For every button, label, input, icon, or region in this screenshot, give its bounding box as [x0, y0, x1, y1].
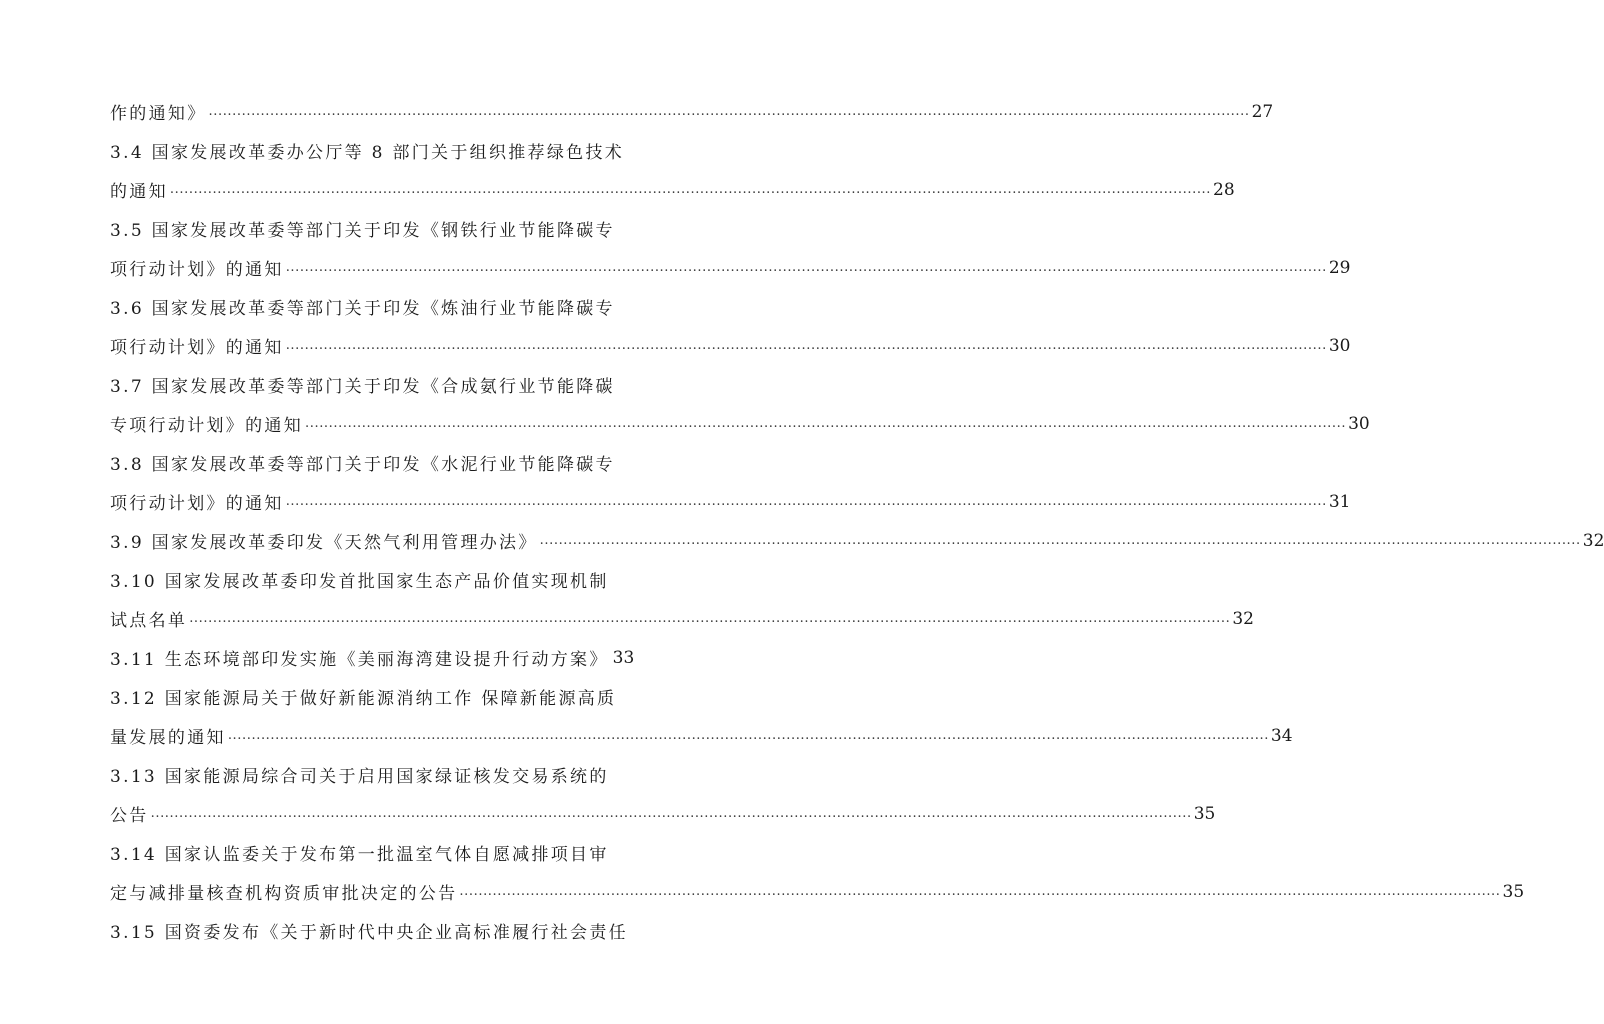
- toc-entry-title: 3.14 国家认监委关于发布第一批温室气体自愿减排项目审: [110, 845, 609, 865]
- toc-page-number: 35: [1502, 881, 1525, 902]
- toc-entry-title: 3.8 国家发展改革委等部门关于印发《水泥行业节能降碳专: [110, 455, 615, 475]
- toc-entry-line[interactable]: [110, 911, 628, 950]
- toc-page-number: 28: [1213, 179, 1235, 200]
- toc-entry-line[interactable]: [110, 794, 1216, 833]
- toc-entry-line[interactable]: [110, 365, 616, 404]
- dot-leader: ............................................................................................................................................................................................................................: [539, 533, 1581, 548]
- toc-entry-title: 作的通知》: [110, 104, 207, 124]
- toc-entry-title: 3.10 国家发展改革委印发首批国家生态产品价值实现机制: [110, 572, 609, 592]
- dot-leader: ............................................................................................................................................................................................................................: [208, 104, 1250, 119]
- toc-entry-title: 项行动计划》的通知: [110, 260, 284, 280]
- toc-entry-title: 3.15 国资委发布《关于新时代中央企业高标准履行社会责任: [110, 923, 628, 943]
- toc-entry-line[interactable]: [110, 833, 616, 872]
- toc-page-number: 29: [1328, 257, 1351, 278]
- toc-page-number: 35: [1193, 803, 1216, 824]
- toc-entry-line[interactable]: [110, 248, 1351, 287]
- table-of-contents: [110, 92, 1604, 950]
- toc-entry-title: 3.13 国家能源局综合司关于启用国家绿证核发交易系统的: [110, 767, 609, 787]
- toc-page-number: 30: [1328, 335, 1351, 356]
- toc-entry-title: 专项行动计划》的通知: [110, 416, 303, 436]
- toc-page-number: 32: [1582, 530, 1604, 551]
- toc-entry-title: 3.11 生态环境部印发实施《美丽海湾建设提升行动方案》: [110, 650, 609, 670]
- dot-leader: ............................................................................................................................................................................................................................: [169, 182, 1212, 197]
- toc-page-number: 33: [612, 647, 635, 668]
- toc-entry-line[interactable]: [110, 92, 1274, 131]
- toc-entry-title: 3.7 国家发展改革委等部门关于印发《合成氨行业节能降碳: [110, 377, 615, 397]
- toc-entry-title: 3.4 国家发展改革委办公厅等 8 部门关于组织推荐绿色技术: [110, 143, 625, 163]
- dot-leader: ............................................................................................................................................................................................................................: [305, 416, 1347, 431]
- dot-leader: ............................................................................................................................................................................................................................: [227, 728, 1269, 743]
- toc-entry-line[interactable]: [110, 443, 616, 482]
- toc-entry-title: 3.9 国家发展改革委印发《天然气利用管理办法》: [110, 533, 538, 553]
- toc-entry-line[interactable]: [110, 521, 1604, 560]
- toc-page-number: 27: [1251, 101, 1274, 122]
- toc-entry-line[interactable]: [110, 326, 1351, 365]
- toc-entry-line[interactable]: [110, 755, 616, 794]
- dot-leader: ............................................................................................................................................................................................................................: [285, 260, 1327, 275]
- toc-entry-line[interactable]: [110, 638, 635, 677]
- toc-entry-title: 3.6 国家发展改革委等部门关于印发《炼油行业节能降碳专: [110, 299, 615, 319]
- toc-entry-title: 试点名单: [110, 611, 188, 631]
- toc-entry-line[interactable]: [110, 599, 1254, 638]
- toc-entry-line[interactable]: [110, 209, 616, 248]
- toc-page-number: 31: [1328, 491, 1351, 512]
- toc-entry-title: 公告: [110, 806, 149, 826]
- toc-entry-line[interactable]: [110, 872, 1525, 911]
- toc-page-number: 32: [1232, 608, 1254, 629]
- toc-entry-line[interactable]: [110, 404, 1370, 443]
- dot-leader: ............................................................................................................................................................................................................................: [189, 611, 1231, 626]
- toc-entry-title: 3.12 国家能源局关于做好新能源消纳工作 保障新能源高质: [110, 689, 617, 709]
- toc-entry-title: 的通知: [110, 182, 168, 202]
- toc-entry-title: 项行动计划》的通知: [110, 338, 284, 358]
- dot-leader: ............................................................................................................................................................................................................................: [150, 806, 1192, 821]
- toc-entry-line[interactable]: [110, 170, 1235, 209]
- toc-page-number: 30: [1348, 413, 1370, 434]
- toc-entry-title: 定与减排量核查机构资质审批决定的公告: [110, 884, 458, 904]
- toc-entry-line[interactable]: [110, 716, 1293, 755]
- toc-page-number: 34: [1270, 725, 1293, 746]
- dot-leader: ............................................................................................................................................................................................................................: [285, 494, 1327, 509]
- toc-entry-title: 项行动计划》的通知: [110, 494, 284, 514]
- dot-leader: ............................................................................................................................................................................................................................: [459, 884, 1501, 899]
- toc-entry-title: 量发展的通知: [110, 728, 226, 748]
- toc-entry-line[interactable]: [110, 131, 625, 170]
- toc-entry-line[interactable]: [110, 482, 1351, 521]
- toc-entry-line[interactable]: [110, 560, 616, 599]
- toc-entry-line[interactable]: [110, 287, 616, 326]
- dot-leader: ............................................................................................................................................................................................................................: [285, 338, 1327, 353]
- toc-entry-line[interactable]: [110, 677, 616, 716]
- toc-entry-title: 3.5 国家发展改革委等部门关于印发《钢铁行业节能降碳专: [110, 221, 615, 241]
